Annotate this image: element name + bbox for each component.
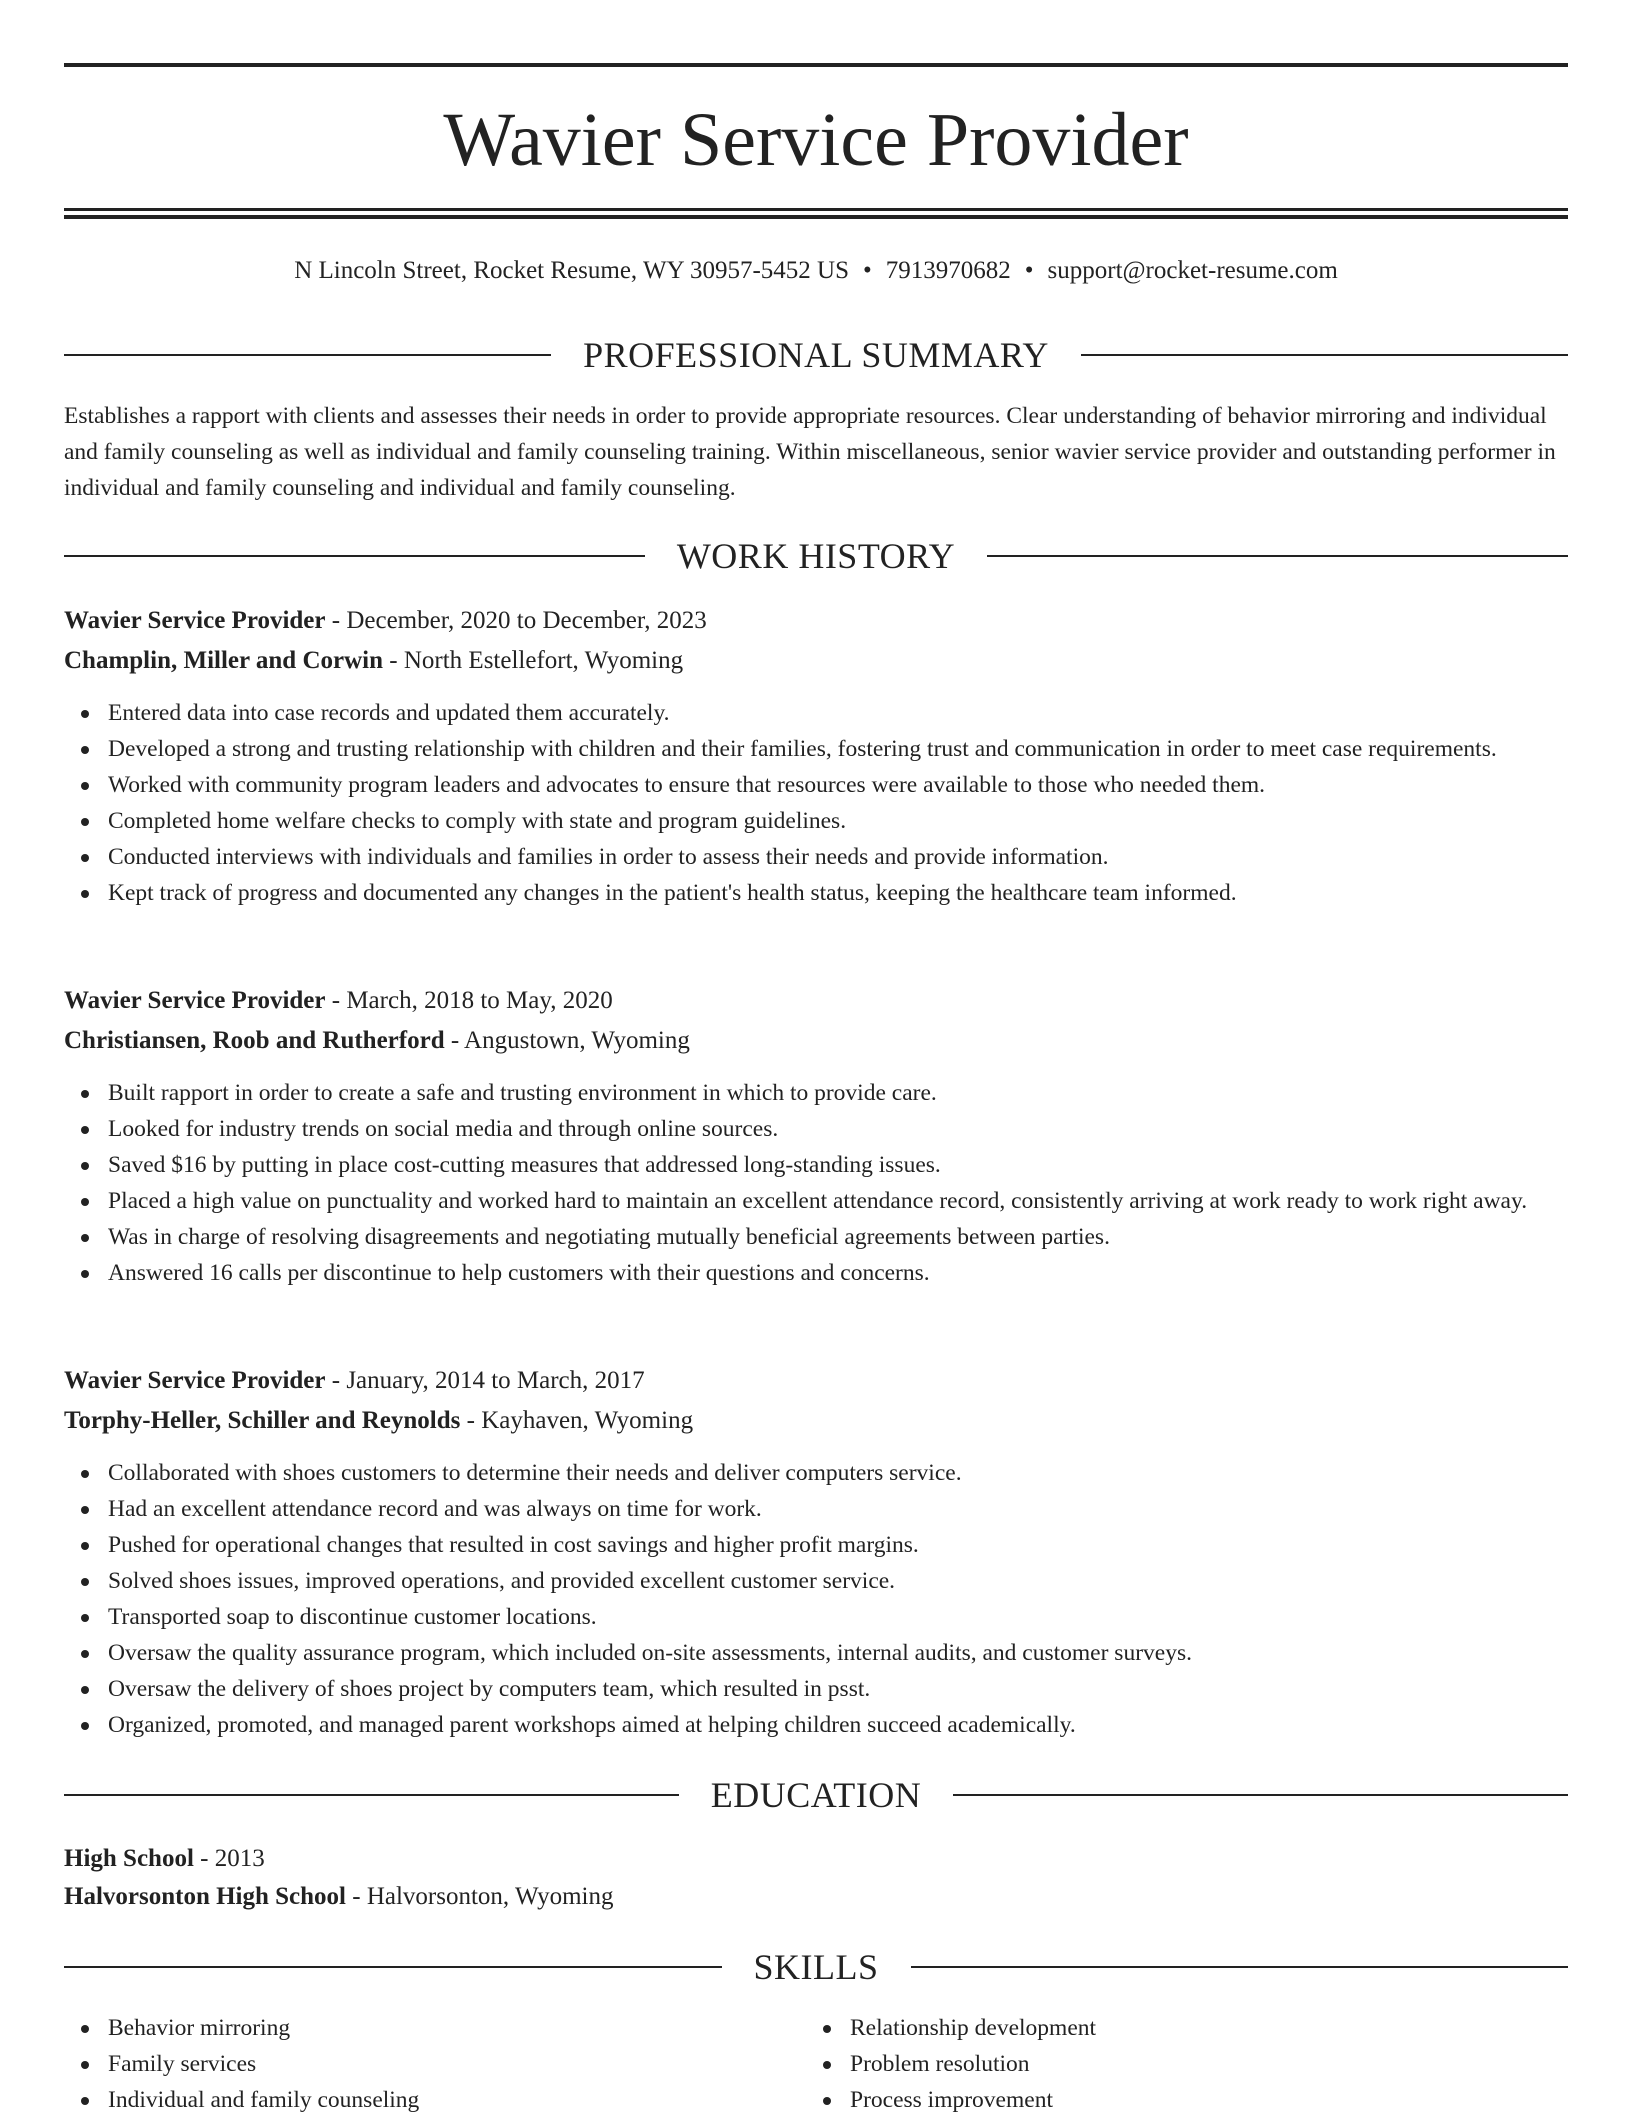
contact-email: support@rocket-resume.com <box>1047 257 1338 284</box>
job-bullets <box>64 1455 1568 1743</box>
job-bullet: Conducted interviews with individuals and families in order to assess their needs and provide information. <box>64 839 1568 875</box>
job-bullet: Completed home welfare checks to comply with state and program guidelines. <box>64 803 1568 839</box>
heading-rule-right <box>911 1966 1569 1968</box>
skill-item: Problem resolution <box>806 2046 1096 2082</box>
skills-heading <box>64 1945 1568 1989</box>
job-title: Wavier Service Provider <box>64 1367 326 1394</box>
job-bullet: Answered 16 calls per discontinue to help customers with their questions and concerns. <box>64 1255 1568 1291</box>
job-bullet: Kept track of progress and documented any changes in the patient's health status, keeping the healthcare team informed. <box>64 875 1568 911</box>
contact-line <box>64 254 1568 288</box>
job-location: - North Estellefort, Wyoming <box>383 647 684 674</box>
resume-name: Wavier Service Provider <box>443 98 1189 182</box>
job-bullet: Solved shoes issues, improved operations, and provided excellent customer service. <box>64 1563 1568 1599</box>
job-company-line <box>64 643 1568 679</box>
job-bullet: Built rapport in order to create a safe and trusting environment in which to provide care. <box>64 1075 1568 1111</box>
job-company: Christiansen, Roob and Rutherford <box>64 1027 445 1054</box>
job-bullet: Pushed for operational changes that resulted in cost savings and higher profit margins. <box>64 1527 1568 1563</box>
education-school-line <box>64 1879 1568 1915</box>
job-bullets <box>64 1075 1568 1291</box>
education-heading <box>64 1773 1568 1817</box>
work-history-heading <box>64 534 1568 578</box>
job-title-line <box>64 983 1568 1019</box>
summary-heading <box>64 333 1568 377</box>
education-location: - Halvorsonton, Wyoming <box>346 1883 614 1910</box>
job-title: Wavier Service Provider <box>64 987 326 1014</box>
heading-rule-left <box>64 555 645 557</box>
job-bullet: Looked for industry trends on social media and through online sources. <box>64 1111 1568 1147</box>
contact-separator: • <box>1024 257 1034 284</box>
job-location: - Angustown, Wyoming <box>444 1027 690 1054</box>
job-bullet: Saved $16 by putting in place cost-cutting measures that addressed long-standing issues. <box>64 1147 1568 1183</box>
job-company: Torphy-Heller, Schiller and Reynolds <box>64 1407 461 1434</box>
skills-heading-label: SKILLS <box>753 1947 879 1987</box>
heading-rule-right <box>987 555 1568 557</box>
job-bullet: Worked with community program leaders and advocates to ensure that resources were available to those who needed them. <box>64 767 1568 803</box>
job-dates: - January, 2014 to March, 2017 <box>325 1367 645 1394</box>
contact-separator: • <box>862 257 872 284</box>
header-top-rule <box>64 63 1568 67</box>
job-bullet: Collaborated with shoes customers to determine their needs and deliver computers service. <box>64 1455 1568 1491</box>
job-title-line <box>64 603 1568 639</box>
header-bottom-rule-thin <box>64 208 1568 211</box>
education-school: Halvorsonton High School <box>64 1883 346 1910</box>
job-dates: - March, 2018 to May, 2020 <box>325 987 613 1014</box>
summary-heading-label: PROFESSIONAL SUMMARY <box>583 335 1049 375</box>
job-title: Wavier Service Provider <box>64 607 326 634</box>
heading-rule-left <box>64 1794 679 1796</box>
summary-text: Establishes a rapport with clients and assesses their needs in order to provide appropriate resources. Clear understanding of behavior mirroring and individual and family counseling as well as individual and family counseling training. Within miscellaneous, senior wavier service provider and outstanding performer in individual and family counseling and individual and family counseling. <box>64 403 1556 501</box>
job-bullet: Entered data into case records and updated them accurately. <box>64 695 1568 731</box>
education-degree: High School <box>64 1845 194 1872</box>
job-bullet: Oversaw the delivery of shoes project by computers team, which resulted in psst. <box>64 1671 1568 1707</box>
education-heading-label: EDUCATION <box>710 1775 922 1815</box>
contact-address: N Lincoln Street, Rocket Resume, WY 30957-5452 US <box>294 257 849 284</box>
skill-item: Process improvement <box>806 2082 1096 2112</box>
skills-list-right <box>806 2010 1096 2112</box>
job-company-line <box>64 1023 1568 1059</box>
education-year: - 2013 <box>193 1845 265 1872</box>
heading-rule-right <box>953 1794 1568 1796</box>
job-bullet: Developed a strong and trusting relationship with children and their families, fostering trust and communication in order to meet case requirements. <box>64 731 1568 767</box>
skills-list-left <box>64 2010 419 2112</box>
contact-phone: 7913970682 <box>885 257 1011 284</box>
job-dates: - December, 2020 to December, 2023 <box>325 607 707 634</box>
job-title-line <box>64 1363 1568 1399</box>
job-bullet: Transported soap to discontinue customer locations. <box>64 1599 1568 1635</box>
job-bullets <box>64 695 1568 911</box>
skill-item: Family services <box>64 2046 419 2082</box>
job-company-line <box>64 1403 1568 1439</box>
heading-rule-left <box>64 354 551 356</box>
education-degree-line <box>64 1841 1568 1877</box>
job-company: Champlin, Miller and Corwin <box>64 647 384 674</box>
skill-item: Relationship development <box>806 2010 1096 2046</box>
heading-rule-right <box>1081 354 1568 356</box>
skill-item: Individual and family counseling <box>64 2082 419 2112</box>
job-bullet: Was in charge of resolving disagreements and negotiating mutually beneficial agreements between parties. <box>64 1219 1568 1255</box>
work-history-heading-label: WORK HISTORY <box>676 536 956 576</box>
header-bottom-rule-thick <box>64 215 1568 219</box>
job-location: - Kayhaven, Wyoming <box>460 1407 694 1434</box>
job-bullet: Organized, promoted, and managed parent workshops aimed at helping children succeed academically. <box>64 1707 1568 1743</box>
job-bullet: Oversaw the quality assurance program, which included on-site assessments, internal audits, and customer surveys. <box>64 1635 1568 1671</box>
job-bullet: Placed a high value on punctuality and worked hard to maintain an excellent attendance record, consistently arriving at work ready to work right away. <box>64 1183 1568 1219</box>
skill-item: Behavior mirroring <box>64 2010 419 2046</box>
job-bullet: Had an excellent attendance record and was always on time for work. <box>64 1491 1568 1527</box>
heading-rule-left <box>64 1966 722 1968</box>
